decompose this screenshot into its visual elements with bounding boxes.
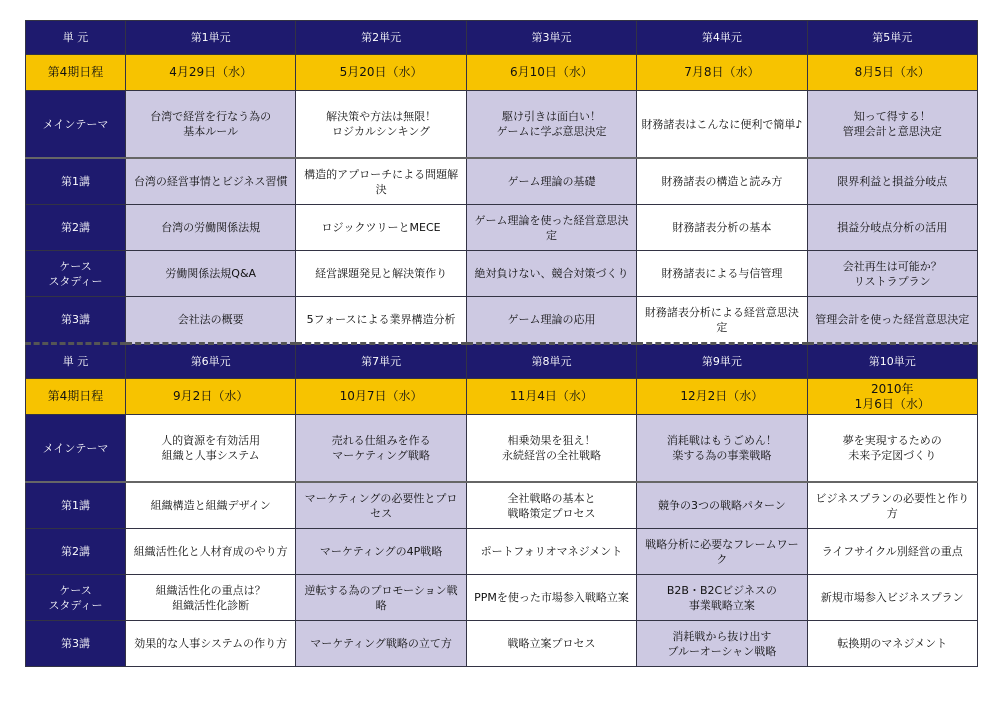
lec3-row-2 [26,621,978,667]
case-row-2 [26,575,978,621]
date-cell: 10月7日（水） [296,379,466,415]
lecture-cell: 転換期のマネジメント [807,621,977,667]
lec2-row-2 [26,529,978,575]
date-cell: 7月8日（水） [637,55,807,91]
lecture-cell: 財務諸表分析による経営意思決定 [637,297,807,344]
term-label: 第4期日程 [26,55,126,91]
theme-label: メインテーマ [26,91,126,159]
lecture-cell: 管理会計を使った経営意思決定 [807,297,977,344]
lecture-cell: マーケティングの4P戦略 [296,529,466,575]
theme-cell: 夢を実現するための 未来予定図づくり [807,415,977,483]
case-cell: 労働関係法規Q&A [126,251,296,297]
theme-cell: 売れる仕組みを作る マーケティング戦略 [296,415,466,483]
case-cell: B2B・B2Cビジネスの 事業戦略立案 [637,575,807,621]
unit-cell: 第1単元 [126,21,296,55]
theme-cell: 駆け引きは面白い！ ゲームに学ぶ意思決定 [466,91,636,159]
unit-row-1 [26,21,978,55]
case-cell: 財務諸表による与信管理 [637,251,807,297]
lec2-label: 第2講 [26,205,126,251]
theme-cell: 消耗戦はもうごめん！ 楽する為の事業戦略 [637,415,807,483]
lecture-cell: ロジックツリーとMECE [296,205,466,251]
case-cell: 新規市場参入ビジネスプラン [807,575,977,621]
lec1-label: 第1講 [26,482,126,529]
unit-cell: 第6単元 [126,344,296,379]
schedule-sheet [25,20,977,667]
date-cell: 8月5日（水） [807,55,977,91]
date-row-1 [26,55,978,91]
theme-cell: 知って得する！ 管理会計と意思決定 [807,91,977,159]
lecture-cell: 構造的アプローチによる問題解決 [296,158,466,205]
unit-cell: 第2単元 [296,21,466,55]
unit-cell: 第3単元 [466,21,636,55]
case-row-1 [26,251,978,297]
unit-label: 単 元 [26,21,126,55]
unit-cell: 第4単元 [637,21,807,55]
lecture-cell: 全社戦略の基本と 戦略策定プロセス [466,482,636,529]
unit-cell: 第8単元 [466,344,636,379]
theme-label: メインテーマ [26,415,126,483]
date-row-2 [26,379,978,415]
theme-cell: 台湾で経営を行なう為の 基本ルール [126,91,296,159]
lecture-cell: 会社法の概要 [126,297,296,344]
lecture-cell: 台湾の経営事情とビジネス習慣 [126,158,296,205]
unit-row-2 [26,344,978,379]
case-cell: 絶対負けない、競合対策づくり [466,251,636,297]
lecture-cell: 競争の3つの戦略パターン [637,482,807,529]
lec1-label: 第1講 [26,158,126,205]
case-cell: PPMを使った市場参入戦略立案 [466,575,636,621]
date-cell: 12月2日（水） [637,379,807,415]
case-label: ケース スタディー [26,251,126,297]
lec2-label: 第2講 [26,529,126,575]
lecture-cell: 財務諸表分析の基本 [637,205,807,251]
lecture-cell: ゲーム理論の基礎 [466,158,636,205]
lec2-row-1 [26,205,978,251]
lec3-label: 第3講 [26,297,126,344]
theme-cell: 人的資源を有効活用 組織と人事システム [126,415,296,483]
date-cell: 11月4日（水） [466,379,636,415]
theme-row-2 [26,415,978,483]
unit-cell: 第9単元 [637,344,807,379]
unit-cell: 第7単元 [296,344,466,379]
lecture-cell: マーケティングの必要性とプロセス [296,482,466,529]
theme-cell: 財務諸表はこんなに便利で簡単♪ [637,91,807,159]
lecture-cell: 財務諸表の構造と読み方 [637,158,807,205]
date-cell: 5月20日（水） [296,55,466,91]
lecture-cell: 効果的な人事システムの作り方 [126,621,296,667]
lecture-cell: ゲーム理論の応用 [466,297,636,344]
lecture-cell: 損益分岐点分析の活用 [807,205,977,251]
unit-cell: 第10単元 [807,344,977,379]
case-cell: 組織活性化の重点は？ 組織活性化診断 [126,575,296,621]
lecture-cell: 戦略分析に必要なフレームワーク [637,529,807,575]
lecture-cell: 組織活性化と人材育成のやり方 [126,529,296,575]
case-label: ケース スタディー [26,575,126,621]
theme-row-1 [26,91,978,159]
lecture-cell: ポートフォリオマネジメント [466,529,636,575]
lec1-row-2 [26,482,978,529]
case-cell: 経営課題発見と解決策作り [296,251,466,297]
unit-cell: 第5単元 [807,21,977,55]
term-label: 第4期日程 [26,379,126,415]
lecture-cell: 消耗戦から抜け出す ブルーオーシャン戦略 [637,621,807,667]
schedule-table [25,20,978,667]
lecture-cell: マーケティング戦略の立て方 [296,621,466,667]
lecture-cell: ライフサイクル別経営の重点 [807,529,977,575]
case-cell: 会社再生は可能か？ リストラプラン [807,251,977,297]
date-cell: 6月10日（水） [466,55,636,91]
unit-label: 単 元 [26,344,126,379]
case-cell: 逆転する為のプロモーション戦略 [296,575,466,621]
lecture-cell: 組織構造と組織デザイン [126,482,296,529]
lec1-row-1 [26,158,978,205]
theme-cell: 解決策や方法は無限！ ロジカルシンキング [296,91,466,159]
theme-cell: 相乗効果を狙え！ 永続経営の全社戦略 [466,415,636,483]
lecture-cell: 戦略立案プロセス [466,621,636,667]
lecture-cell: 台湾の労働関係法規 [126,205,296,251]
lec3-label: 第3講 [26,621,126,667]
lecture-cell: 限界利益と損益分岐点 [807,158,977,205]
lecture-cell: ゲーム理論を使った経営意思決定 [466,205,636,251]
date-cell: 4月29日（水） [126,55,296,91]
date-cell: 2010年 1月6日（水） [807,379,977,415]
lec3-row-1 [26,297,978,344]
lecture-cell: 5フォースによる業界構造分析 [296,297,466,344]
date-cell: 9月2日（水） [126,379,296,415]
lecture-cell: ビジネスプランの必要性と作り方 [807,482,977,529]
